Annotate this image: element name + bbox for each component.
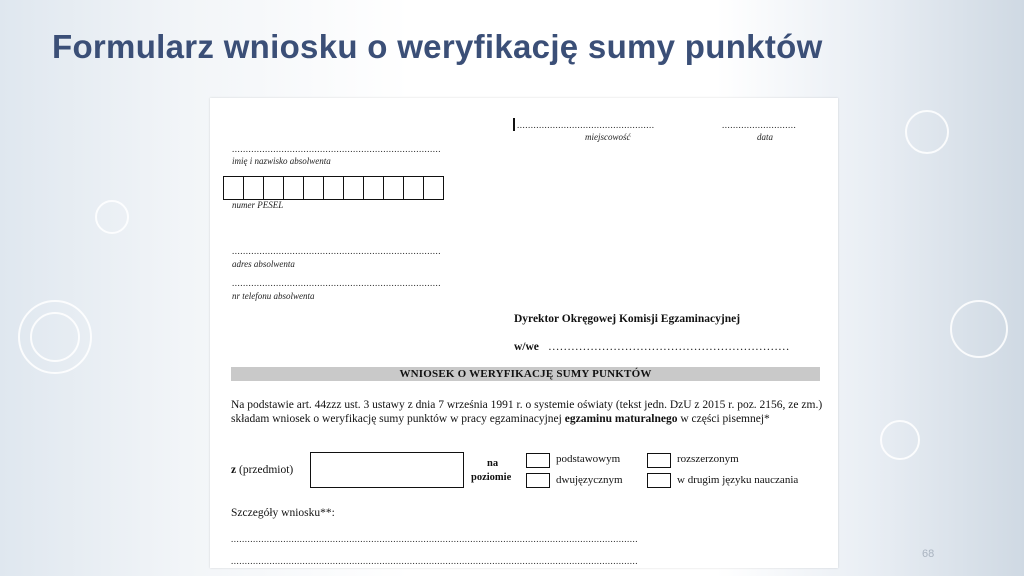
level-label-2: poziomie: [471, 472, 512, 483]
date-dotted-line: ...........................: [722, 120, 797, 130]
checkbox-basic[interactable]: [526, 453, 550, 468]
caption-name: imię i nazwisko absolwenta: [232, 156, 331, 166]
addressee: Dyrektor Okręgowej Komisji Egzaminacyjnej: [514, 313, 741, 325]
pesel-digit-box[interactable]: [383, 176, 404, 200]
caption-date: data: [757, 132, 774, 142]
legal-paragraph: [231, 398, 825, 426]
pesel-digit-box[interactable]: [343, 176, 364, 200]
subject-label: [231, 464, 293, 476]
pesel-digit-box[interactable]: [363, 176, 384, 200]
caption-address: adres absolwenta: [232, 259, 295, 269]
pesel-digit-box[interactable]: [243, 176, 264, 200]
subject-label-text: (przedmiot): [238, 464, 294, 476]
pesel-digit-box[interactable]: [303, 176, 324, 200]
checkbox-extended[interactable]: [647, 453, 671, 468]
paragraph-part-1: Na podstawie art. 44zzz ust. 3 ustawy z dnia 7 września 1991 r. o systemie oświaty (tekst jedn. DzU z 2015 r. poz. 2156, ze zm.) składam wniosek o weryfikację sumy punktów w pracy egzaminacyjnej: [231, 399, 823, 425]
details-dotted-line-1: ....................................................................................................................................................: [231, 534, 638, 544]
option-bilingual-label: dwujęzycznym: [556, 474, 623, 486]
pesel-boxes: [224, 176, 444, 200]
caption-phone: nr telefonu absolwenta: [232, 291, 315, 301]
caption-pesel: numer PESEL: [232, 200, 284, 210]
level-label-1: na: [487, 458, 499, 469]
pesel-digit-box[interactable]: [283, 176, 304, 200]
option-extended-label: rozszerzonym: [677, 453, 739, 465]
option-basic-label: podstawowym: [556, 453, 621, 465]
pesel-digit-box[interactable]: [423, 176, 444, 200]
subject-input-box[interactable]: [310, 452, 464, 488]
caption-place: miejscowość: [585, 132, 631, 142]
pesel-digit-box[interactable]: [403, 176, 424, 200]
checkbox-second-language[interactable]: [647, 473, 671, 488]
pesel-digit-box[interactable]: [263, 176, 284, 200]
slide-title: Formularz wniosku o weryfikację sumy punktów: [52, 28, 823, 65]
in-label: w/we: [514, 341, 539, 353]
page-number: 68: [922, 548, 935, 560]
details-label: Szczegóły wniosku**:: [231, 507, 335, 519]
option-second-language-label: w drugim języku nauczania: [677, 474, 799, 486]
name-dotted-line: ............................................................................: [232, 144, 441, 154]
paragraph-bold: egzaminu maturalnego: [564, 413, 678, 425]
paragraph-part-2: w części pisemnej*: [677, 413, 770, 425]
form-document: [210, 98, 838, 568]
address-dotted-line: ............................................................................: [232, 246, 441, 256]
in-dotted-line: ………………………………………………………: [548, 341, 790, 353]
phone-dotted-line: ............................................................................: [232, 278, 441, 288]
place-dotted-line: ..................................................: [517, 120, 655, 130]
pesel-digit-box[interactable]: [323, 176, 344, 200]
details-dotted-line-2: ....................................................................................................................................................: [231, 556, 638, 566]
form-heading: WNIOSEK O WERYFIKACJĘ SUMY PUNKTÓW: [399, 368, 652, 380]
pesel-digit-box[interactable]: [223, 176, 244, 200]
subject-prefix: z: [231, 464, 237, 476]
text-cursor: [513, 118, 515, 131]
checkbox-bilingual[interactable]: [526, 473, 550, 488]
form-heading-band: [231, 367, 820, 381]
